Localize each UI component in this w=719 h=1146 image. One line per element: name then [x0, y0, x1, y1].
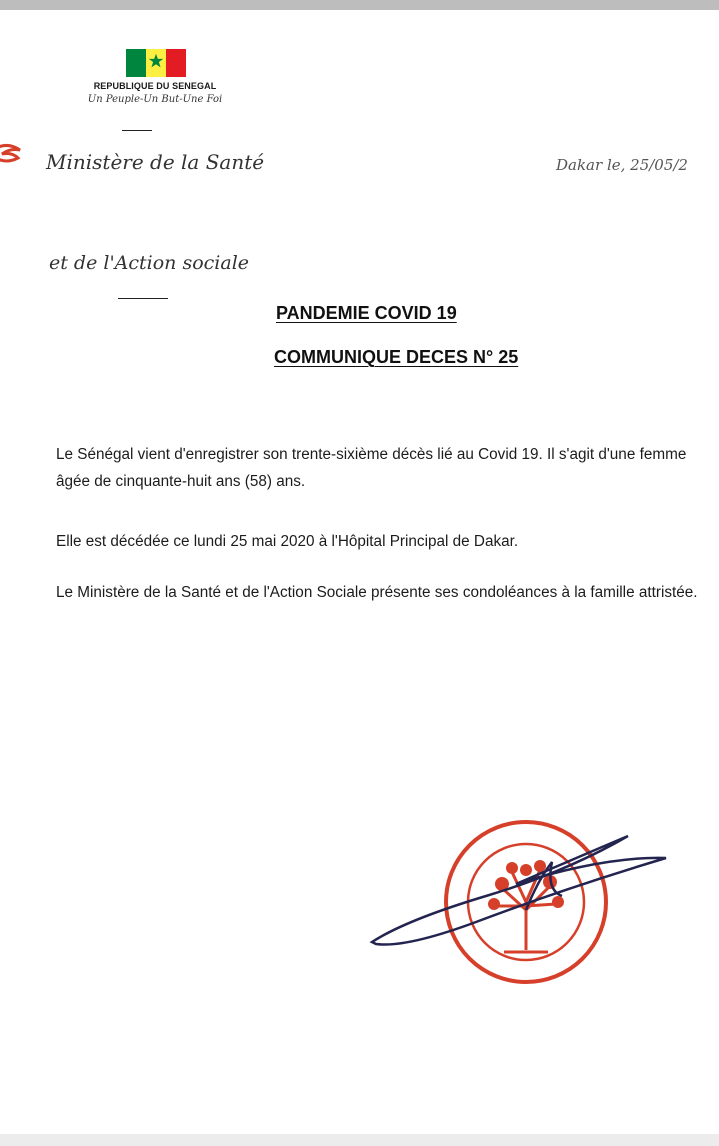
- divider: [122, 130, 152, 131]
- title-pandemic: PANDEMIE COVID 19: [276, 303, 457, 323]
- bottom-edge-strip: [0, 1134, 719, 1146]
- star-icon: [148, 53, 164, 69]
- republic-motto: Un Peuple-Un But-Une Foi: [87, 94, 223, 105]
- top-edge-strip: [0, 0, 719, 10]
- paragraph-3: Le Ministère de la Santé et de l'Action Sociale présente ses condoléances à la famille attristée.: [56, 584, 698, 601]
- senegal-flag-icon: [126, 49, 186, 77]
- official-stamp-signature: [366, 810, 676, 1000]
- divider: [118, 298, 168, 299]
- ministry-logo-icon: [0, 138, 24, 168]
- date-line: Dakar le, 25/05/2: [556, 156, 688, 174]
- title-communique: COMMUNIQUE DECES N° 25: [274, 347, 519, 367]
- ministry-name: Ministère de la Santé: [46, 150, 265, 174]
- republic-title: REPUBLIQUE DU SENEGAL: [93, 81, 217, 91]
- paragraph-2: Elle est décédée ce lundi 25 mai 2020 à l'Hôpital Principal de Dakar.: [56, 533, 519, 550]
- ministry-name-continued: et de l'Action sociale: [49, 252, 250, 274]
- paragraph-1: Le Sénégal vient d'enregistrer son trente-sixième décès lié au Covid 19. Il s'agit d'une femme âgée de cinquante-huit ans (58) ans.: [56, 446, 687, 490]
